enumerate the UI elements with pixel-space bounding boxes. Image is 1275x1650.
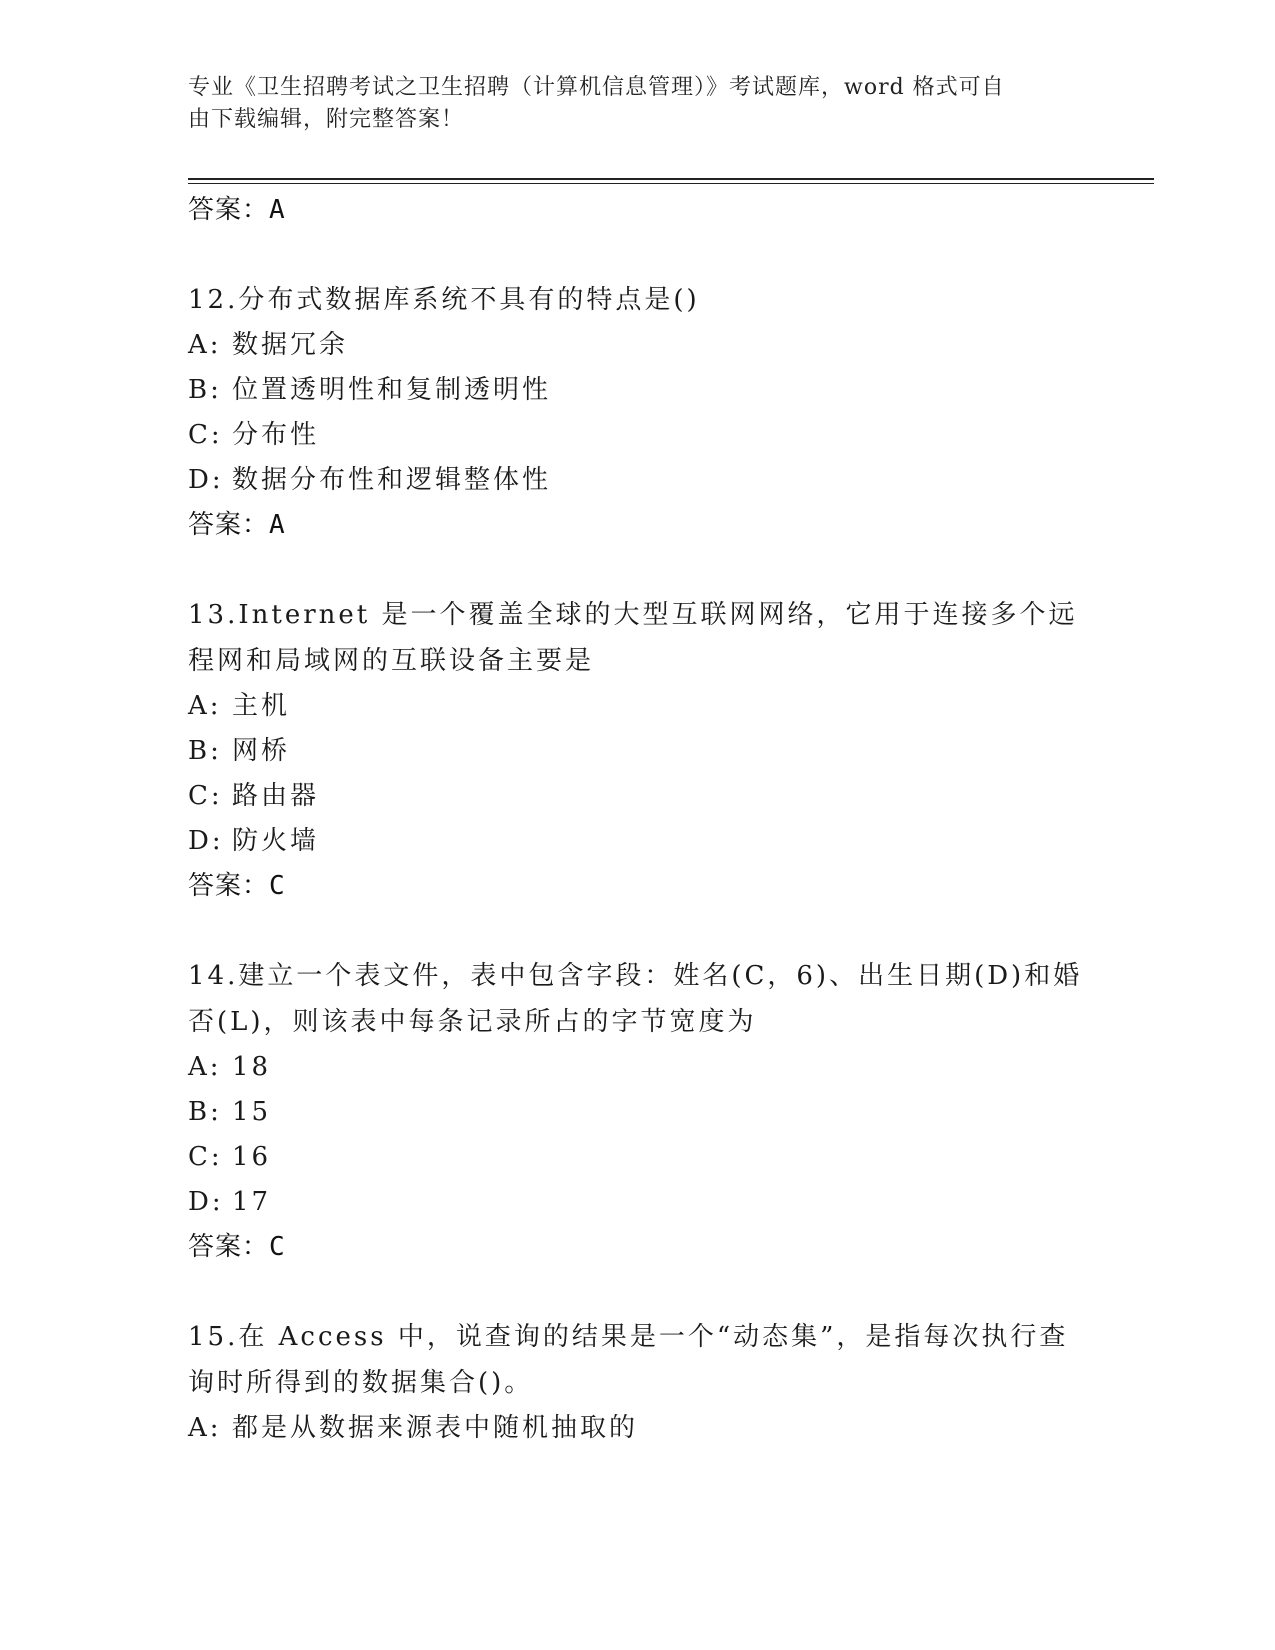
option-text: 分布性 bbox=[232, 420, 320, 450]
option-letter: A: bbox=[188, 1052, 222, 1082]
option-b bbox=[188, 729, 1088, 774]
option-d bbox=[188, 458, 1088, 503]
option-text: 路由器 bbox=[232, 781, 320, 811]
option-letter: C: bbox=[188, 420, 223, 450]
option-c bbox=[188, 774, 1088, 819]
option-b bbox=[188, 1090, 1088, 1135]
option-text: 18 bbox=[232, 1052, 272, 1082]
option-text: 防火墙 bbox=[232, 826, 320, 856]
option-text: 16 bbox=[232, 1142, 272, 1172]
option-letter: A: bbox=[188, 691, 222, 721]
answer-line bbox=[188, 188, 1088, 233]
option-a bbox=[188, 1406, 1088, 1451]
option-text: 17 bbox=[232, 1187, 272, 1217]
option-letter: D: bbox=[188, 465, 224, 495]
document-header bbox=[188, 72, 1068, 136]
option-text: 网桥 bbox=[232, 736, 291, 766]
answer-line bbox=[188, 503, 1088, 548]
question-list bbox=[188, 188, 1088, 1451]
answer-line bbox=[188, 864, 1088, 909]
question-text: 15.在 Access 中，说查询的结果是一个“动态集”，是指每次执行查询时所得到的数据集合()。 bbox=[188, 1322, 1069, 1398]
option-text: 都是从数据来源表中随机抽取的 bbox=[232, 1413, 639, 1443]
option-text: 15 bbox=[232, 1097, 272, 1127]
option-b bbox=[188, 368, 1088, 413]
header-divider-thick bbox=[188, 178, 1154, 180]
option-a bbox=[188, 1045, 1088, 1090]
answer-label: 答案： bbox=[188, 871, 270, 901]
option-text: 主机 bbox=[232, 691, 291, 721]
option-letter: B: bbox=[188, 736, 222, 766]
option-c bbox=[188, 1135, 1088, 1180]
header-line-2: 由下载编辑，附完整答案！ bbox=[188, 107, 465, 132]
header-divider-thin bbox=[188, 183, 1154, 184]
option-c bbox=[188, 413, 1088, 458]
answer-value: A bbox=[269, 195, 286, 225]
question-block bbox=[188, 953, 1088, 1270]
answer-value: C bbox=[269, 1232, 286, 1262]
question-block bbox=[188, 592, 1088, 909]
option-letter: C: bbox=[188, 781, 223, 811]
question-text: 13.Internet 是一个覆盖全球的大型互联网网络，它用于连接多个远程网和局域网的互联设备主要是 bbox=[188, 600, 1078, 676]
option-letter: C: bbox=[188, 1142, 223, 1172]
answer-line bbox=[188, 1225, 1088, 1270]
answer-label: 答案： bbox=[188, 195, 270, 225]
answer-value: C bbox=[269, 871, 286, 901]
option-text: 位置透明性和复制透明性 bbox=[232, 375, 552, 405]
option-d bbox=[188, 1180, 1088, 1225]
question-text: 12.分布式数据库系统不具有的特点是() bbox=[188, 285, 700, 315]
answer-label: 答案： bbox=[188, 510, 270, 540]
option-a bbox=[188, 684, 1088, 729]
question-block bbox=[188, 277, 1088, 548]
option-d bbox=[188, 819, 1088, 864]
option-letter: D: bbox=[188, 1187, 224, 1217]
answer-value: A bbox=[269, 510, 286, 540]
answer-label: 答案： bbox=[188, 1232, 270, 1262]
question-text: 14.建立一个表文件，表中包含字段：姓名(C，6)、出生日期(D)和婚否(L)，则该表中每条记录所占的字节宽度为 bbox=[188, 961, 1083, 1037]
option-text: 数据冗余 bbox=[232, 330, 349, 360]
option-letter: A: bbox=[188, 330, 222, 360]
option-text: 数据分布性和逻辑整体性 bbox=[232, 465, 552, 495]
option-letter: A: bbox=[188, 1413, 222, 1443]
option-a bbox=[188, 323, 1088, 368]
option-letter: B: bbox=[188, 1097, 222, 1127]
option-letter: B: bbox=[188, 375, 222, 405]
question-block bbox=[188, 1314, 1088, 1451]
header-line-1: 专业《卫生招聘考试之卫生招聘（计算机信息管理）》考试题库，word 格式可自 bbox=[188, 75, 1005, 100]
option-letter: D: bbox=[188, 826, 224, 856]
